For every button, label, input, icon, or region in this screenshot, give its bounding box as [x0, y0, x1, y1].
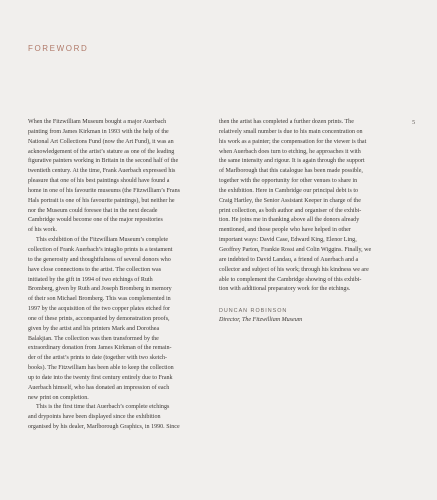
text-line: figurative painters working in Britain in the second half of the [28, 158, 179, 165]
text-line: extraordinary donation from James Kirkman of the remain- [28, 345, 172, 352]
text-line: and drypoints have been displayed since the exhibition [28, 414, 161, 421]
text-line: tion. He joins me in thanking above all the donors already [219, 217, 360, 224]
text-line: Hals portrait is one of his favourite paintings), but neither he [28, 197, 175, 204]
text-line: given by the artist and his printers Mark and Dorothea [28, 325, 160, 332]
text-line: Craig Hartley, the Senior Assistant Keeper in charge of the [219, 197, 361, 204]
text-line: when Auerbach does turn to etching, he approaches it with [219, 148, 361, 155]
text-line: Bromberg, given by Ruth and Joseph Bromberg in memory [28, 286, 172, 293]
text-line: Geoffrey Parton, Frankie Rossi and Colin Wiggins. Finally, we [219, 246, 372, 253]
text-line: painting from James Kirkman in 1993 with the help of the [28, 128, 169, 135]
text-column-right [219, 118, 399, 326]
text-line: books). The Fitzwilliam has been able to keep the collection [28, 365, 174, 372]
text-line: tion with additional preparatory work for the etchings. [219, 286, 351, 293]
text-line: twentieth century. At the time, Frank Auerbach expressed his [28, 168, 176, 175]
text-line: 1997 by the acquisition of the two copper plates etched for [28, 306, 171, 313]
text-line: of their son Michael Bromberg. This was complemented in [28, 296, 171, 303]
text-line: are indebted to David Landau, a friend of Auerbach and a [219, 256, 359, 263]
signature-title: Director, The Fitzwilliam Museum [219, 317, 303, 324]
text-line: relatively small number is due to his main concentration on [219, 128, 363, 135]
text-line: home in one of his favourite museums (the Fitzwilliam’s Frans [28, 187, 180, 194]
text-line: up to date into the twenty first century entirely due to Frank [28, 374, 173, 381]
text-line: National Art Collections Fund (now the Art Fund), it was an [28, 138, 174, 145]
right-column-body [219, 118, 399, 295]
text-line: mentioned, and those people who have helped in other [219, 227, 351, 234]
page-number: 5 [412, 119, 416, 126]
section-heading: FOREWORD [28, 44, 89, 53]
text-line: new print on completion. [28, 394, 89, 401]
text-line: collector and subject of his work; through his kindness we are [219, 266, 369, 273]
text-line: Cambridge would become one of the major repositories [28, 217, 163, 224]
text-line: initiated by the gift in 1994 of two etchings of Ruth [28, 276, 153, 283]
text-line: have close connections to the artist. The collection was [28, 266, 162, 273]
text-line: nor the Museum could foresee that in the next decade [28, 207, 158, 214]
text-line: able to complement the Cambridge showing of this exhibi- [219, 276, 362, 283]
text-column-left [28, 118, 206, 433]
text-line: organised by his dealer, Marlborough Graphics, in 1990. Since [28, 424, 180, 431]
text-line: important ways: David Case, Edward King, Elenor Ling, [219, 237, 357, 244]
text-line: to the generosity and thoughtfulness of several donors who [28, 256, 171, 263]
text-line: of his work. [28, 227, 58, 234]
text-line: der of the artist’s prints to date (together with two sketch- [28, 355, 168, 362]
text-line: of Marlborough that this catalogue has been made possible, [219, 168, 363, 175]
text-line: When the Fitzwilliam Museum bought a major Auerbach [28, 119, 167, 125]
text-line: the exhibition. Here in Cambridge our principal debt is to [219, 187, 359, 194]
text-line: his work as a painter; the compensation for the viewer is that [219, 138, 367, 145]
text-line: This exhibition of the Fitzwilliam Museum’s complete [36, 237, 169, 244]
text-line: print collection, as both author and organiser of the exhibi- [219, 207, 362, 214]
text-line: one of these prints, accompanied by demonstration proofs, [28, 315, 170, 322]
text-line: acknowledgement of the artist’s stature as one of the leading [28, 148, 175, 155]
text-line: This is the first time that Auerbach’s complete etchings [36, 404, 170, 411]
text-line: Auerbach himself, who has donated an impression of each [28, 384, 170, 391]
text-line: then the artist has completed a further dozen prints. The [219, 119, 354, 125]
signature-name: DUNCAN ROBINSON [219, 308, 288, 315]
text-line: pleasure that one of his best paintings should have found a [28, 178, 170, 185]
text-line: Balakjian. The collection was then transformed by the [28, 335, 159, 342]
text-line: collection of Frank Auerbach’s intaglio prints is a testament [28, 246, 173, 253]
text-line: together with the opportunity for other venues to share in [219, 178, 358, 185]
text-line: the same intensity and rigour. It is again through the support [219, 158, 365, 165]
signature-block [219, 307, 399, 326]
